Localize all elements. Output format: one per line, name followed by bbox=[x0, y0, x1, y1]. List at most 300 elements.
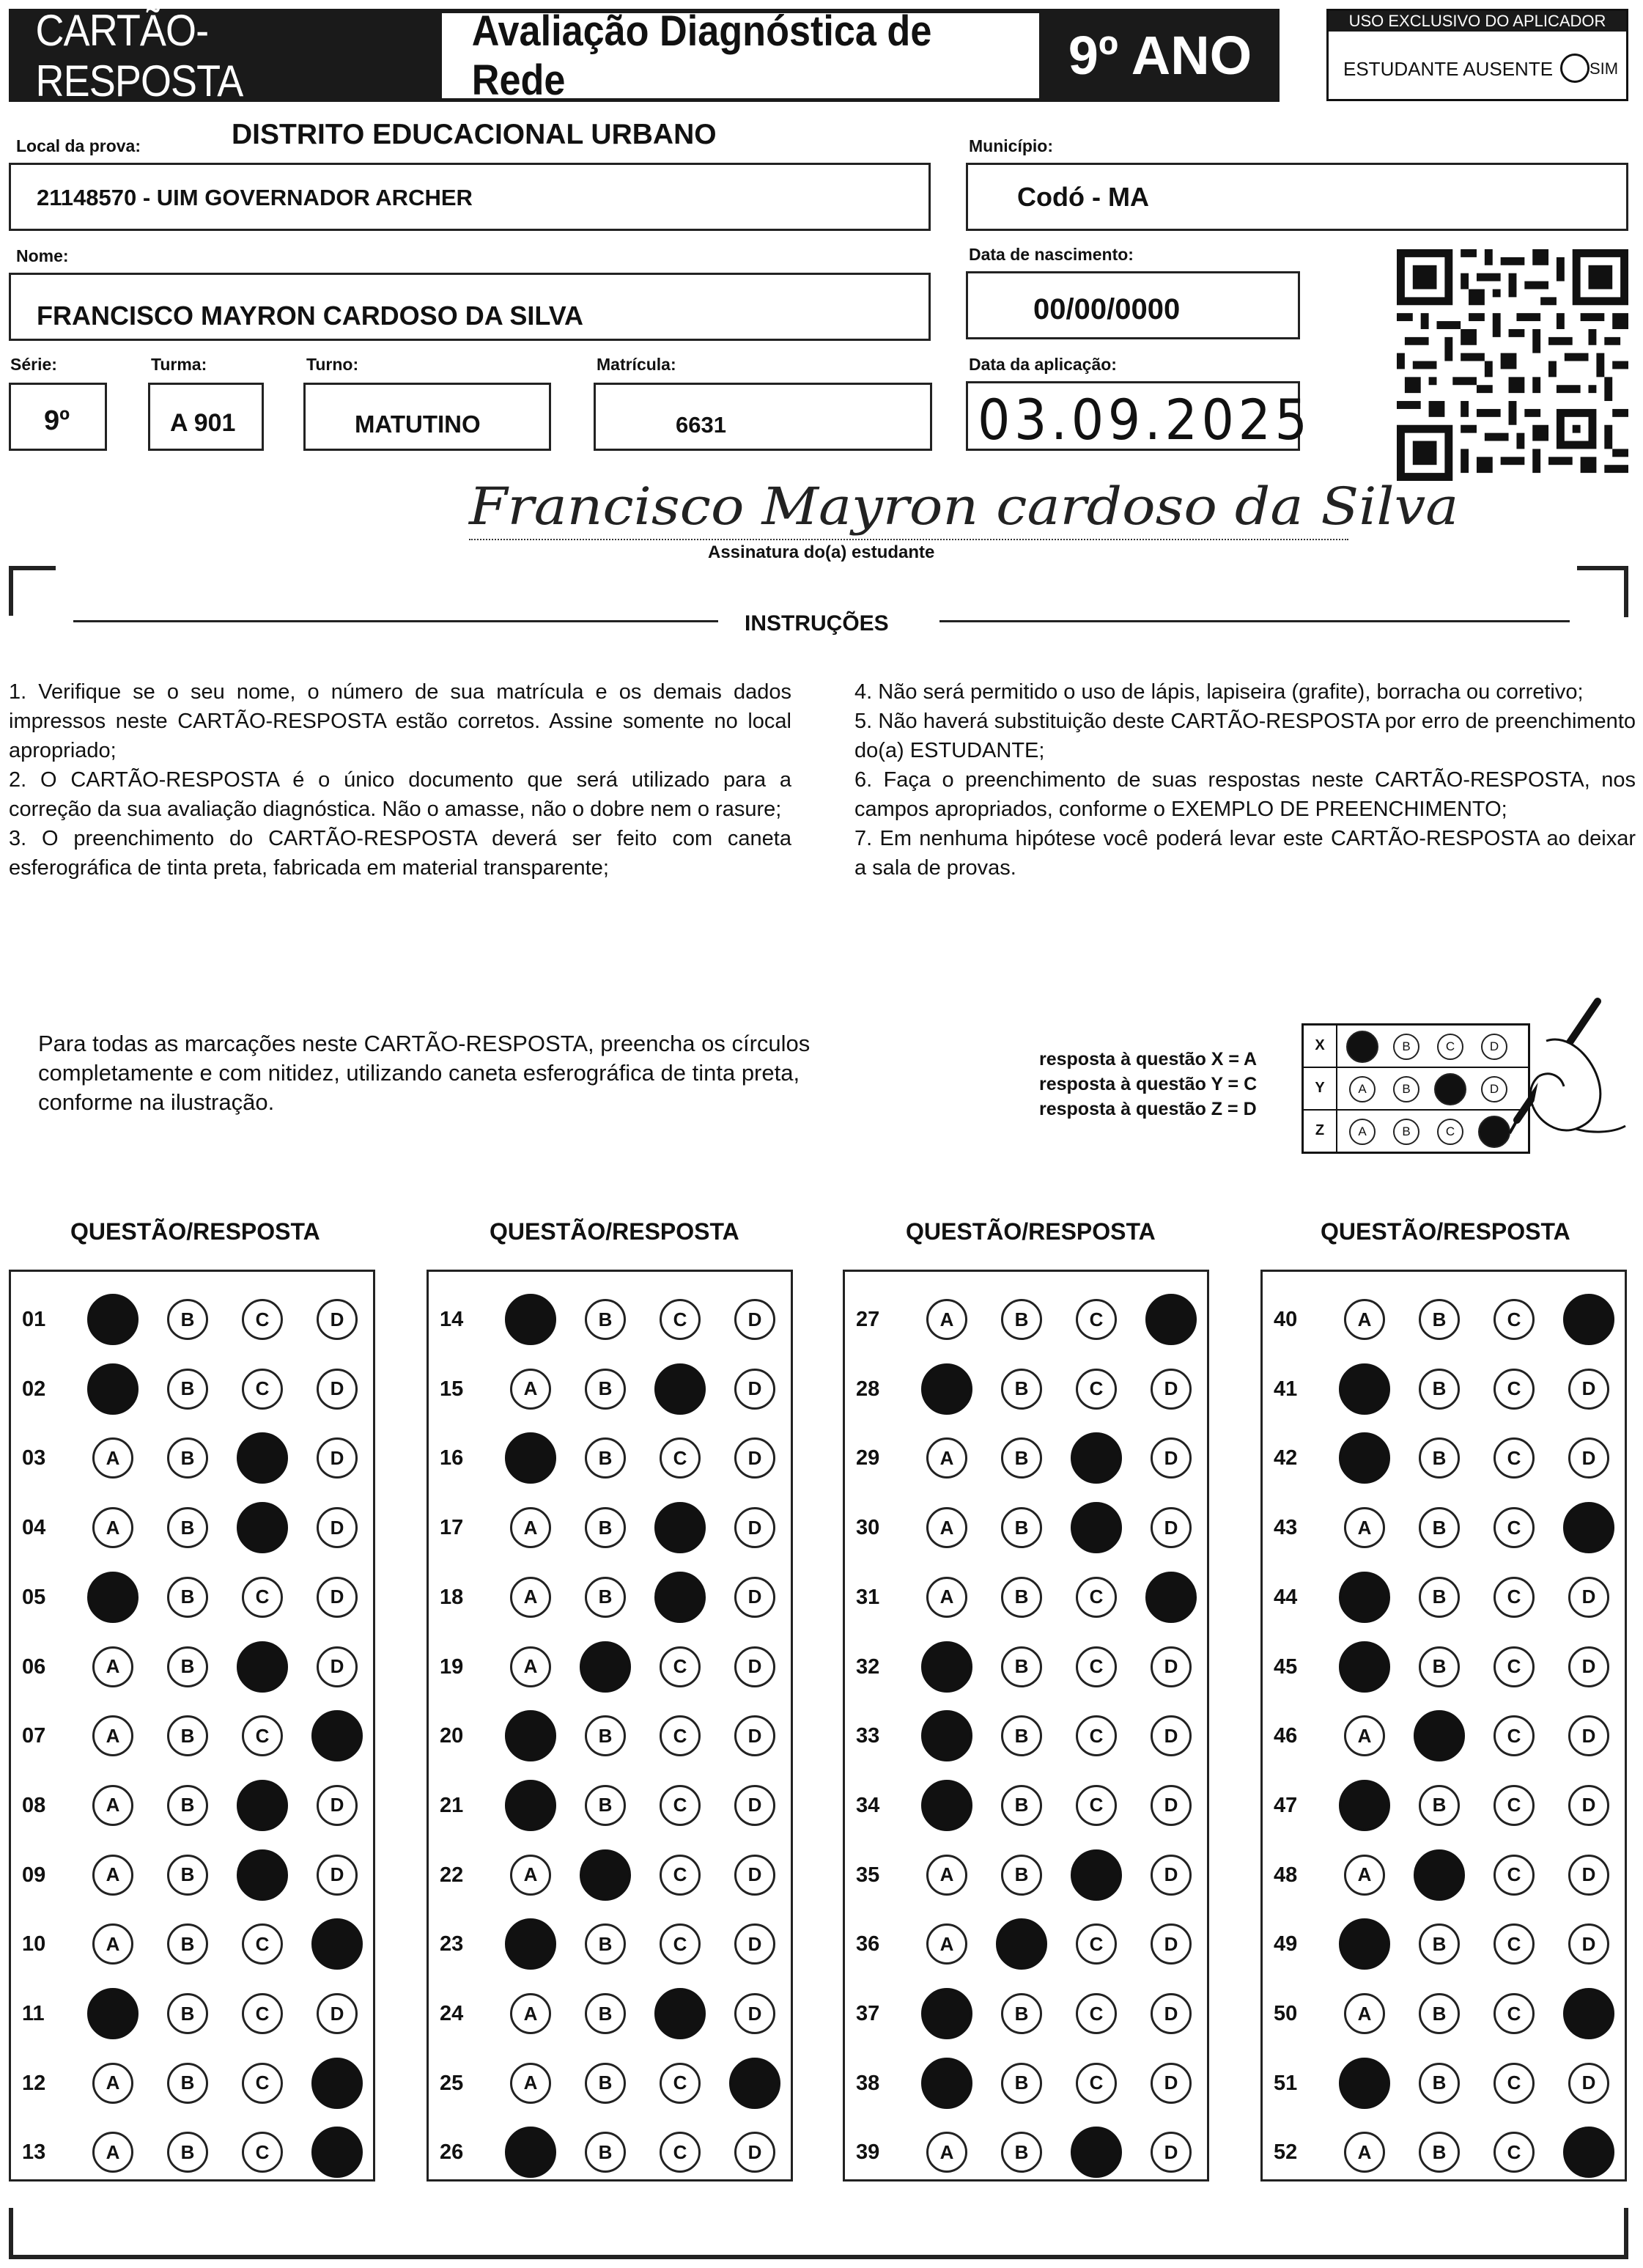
instruction-2: 2. O CARTÃO-RESPOSTA é o único documento que será utilizado para a correção da sua avaliação diagnóstica. Não o amasse, não o dobre nem o rasure; bbox=[9, 768, 791, 821]
question-number: 25 bbox=[440, 2071, 464, 2095]
column-heading: QUESTÃO/RESPOSTA bbox=[1321, 1218, 1570, 1245]
example-bubble-d: D bbox=[1481, 1076, 1507, 1102]
answer-bubble-a[interactable]: A bbox=[510, 1577, 551, 1618]
answer-bubble-b[interactable]: B bbox=[585, 1993, 626, 2034]
question-number: 13 bbox=[22, 2140, 46, 2165]
answer-bubble-c[interactable]: C bbox=[1494, 1993, 1535, 2034]
answer-bubble-d[interactable]: D bbox=[1568, 1437, 1609, 1479]
answer-bubble-a[interactable]: A bbox=[92, 1855, 133, 1896]
answer-bubble-c[interactable] bbox=[237, 1502, 288, 1553]
answer-bubble-a[interactable] bbox=[921, 2058, 972, 2109]
answer-bubble-d[interactable]: D bbox=[734, 1577, 775, 1618]
answer-bubble-c[interactable]: C bbox=[1494, 1785, 1535, 1826]
answer-bubble-b[interactable]: B bbox=[167, 1369, 208, 1410]
answer-bubble-d[interactable]: D bbox=[734, 1993, 775, 2034]
answer-bubble-a[interactable]: A bbox=[1344, 1507, 1385, 1548]
answer-bubble-d[interactable]: D bbox=[734, 1507, 775, 1548]
answer-bubble-d[interactable] bbox=[729, 2058, 780, 2109]
answer-bubble-a[interactable]: A bbox=[92, 1715, 133, 1756]
turma-value: A 901 bbox=[170, 409, 236, 437]
answer-bubble-c[interactable]: C bbox=[1076, 1715, 1117, 1756]
answer-bubble-c[interactable]: C bbox=[1076, 2063, 1117, 2104]
question-number: 34 bbox=[856, 1793, 880, 1817]
answer-bubble-c[interactable]: C bbox=[1494, 1437, 1535, 1479]
answer-bubble-c[interactable]: C bbox=[660, 2063, 701, 2104]
answer-bubble-a[interactable]: A bbox=[510, 1369, 551, 1410]
answer-bubble-b[interactable]: B bbox=[585, 1577, 626, 1618]
answer-bubble-a[interactable] bbox=[87, 1572, 139, 1623]
answer-bubble-a[interactable]: A bbox=[1344, 1855, 1385, 1896]
question-number: 11 bbox=[22, 2002, 45, 2025]
question-number: 41 bbox=[1274, 1377, 1298, 1401]
answer-bubble-b[interactable]: B bbox=[167, 1437, 208, 1479]
example-bubble-c: C bbox=[1437, 1119, 1463, 1145]
answer-bubble-b[interactable]: B bbox=[1001, 1993, 1042, 2034]
answer-bubble-a[interactable]: A bbox=[1344, 2132, 1385, 2173]
answer-bubble-a[interactable] bbox=[505, 1432, 556, 1484]
answer-bubble-b[interactable]: B bbox=[585, 1437, 626, 1479]
answer-bubble-c[interactable]: C bbox=[1076, 1923, 1117, 1965]
answer-bubble-a[interactable] bbox=[505, 1780, 556, 1831]
answer-bubble-d[interactable]: D bbox=[1568, 1923, 1609, 1965]
bottom-rule bbox=[9, 2255, 1628, 2259]
answer-bubble-c[interactable] bbox=[654, 1502, 706, 1553]
answer-bubble-b[interactable]: B bbox=[167, 2132, 208, 2173]
answer-bubble-d[interactable]: D bbox=[734, 1299, 775, 1340]
answer-bubble-b[interactable]: B bbox=[585, 1715, 626, 1756]
answer-bubble-b[interactable]: B bbox=[1001, 1507, 1042, 1548]
answer-bubble-b[interactable]: B bbox=[1001, 1646, 1042, 1687]
card-subtitle: Avaliação Diagnóstica de Rede bbox=[471, 7, 932, 104]
matricula-field bbox=[594, 383, 932, 451]
answer-bubble-b[interactable]: B bbox=[1419, 1437, 1460, 1479]
answer-bubble-d[interactable]: D bbox=[734, 1715, 775, 1756]
answer-bubble-b[interactable] bbox=[1414, 1710, 1465, 1761]
answer-bubble-c[interactable]: C bbox=[1076, 1369, 1117, 1410]
example-label-divider bbox=[1336, 1026, 1337, 1152]
answer-bubble-a[interactable] bbox=[1339, 1641, 1390, 1693]
question-number: 10 bbox=[22, 1932, 46, 1956]
example-bubble-d: D bbox=[1481, 1034, 1507, 1060]
answer-bubble-d[interactable]: D bbox=[1568, 1369, 1609, 1410]
answer-bubble-d[interactable]: D bbox=[1151, 2063, 1192, 2104]
answer-bubble-c[interactable]: C bbox=[660, 1715, 701, 1756]
answer-bubble-c[interactable]: C bbox=[1076, 1646, 1117, 1687]
answer-bubble-c[interactable]: C bbox=[1494, 1507, 1535, 1548]
answer-bubble-b[interactable] bbox=[580, 1641, 631, 1693]
answer-bubble-d[interactable]: D bbox=[317, 1855, 358, 1896]
answer-bubble-a[interactable] bbox=[505, 1710, 556, 1761]
answer-bubble-d[interactable] bbox=[1145, 1294, 1197, 1345]
answer-bubble-a[interactable] bbox=[921, 1363, 972, 1415]
question-number: 19 bbox=[440, 1654, 464, 1679]
answer-bubble-d[interactable] bbox=[1563, 1502, 1614, 1553]
answer-bubble-a[interactable]: A bbox=[92, 2063, 133, 2104]
answer-bubble-c[interactable]: C bbox=[1076, 1577, 1117, 1618]
answer-bubble-c[interactable]: C bbox=[1494, 1855, 1535, 1896]
answer-bubble-b[interactable]: B bbox=[167, 1299, 208, 1340]
answer-bubble-d[interactable]: D bbox=[317, 1785, 358, 1826]
answer-bubble-c[interactable]: C bbox=[242, 1369, 283, 1410]
answer-bubble-a[interactable]: A bbox=[92, 1507, 133, 1548]
answer-bubble-d[interactable]: D bbox=[1568, 1577, 1609, 1618]
answer-bubble-b[interactable]: B bbox=[1001, 1369, 1042, 1410]
answer-bubble-c[interactable]: C bbox=[1494, 2132, 1535, 2173]
question-number: 43 bbox=[1274, 1516, 1298, 1540]
answer-bubble-d[interactable]: D bbox=[317, 1299, 358, 1340]
answer-bubble-d[interactable]: D bbox=[1151, 1993, 1192, 2034]
absent-checkbox[interactable] bbox=[1560, 54, 1590, 83]
question-number: 21 bbox=[440, 1793, 464, 1817]
answer-bubble-b[interactable]: B bbox=[585, 1507, 626, 1548]
answer-bubble-a[interactable]: A bbox=[510, 1993, 551, 2034]
question-number: 49 bbox=[1274, 1932, 1298, 1956]
answer-bubble-c[interactable]: C bbox=[1494, 1646, 1535, 1687]
question-number: 32 bbox=[856, 1654, 880, 1679]
answer-bubble-b[interactable]: B bbox=[1419, 2132, 1460, 2173]
example-row-label: X bbox=[1315, 1037, 1325, 1053]
question-number: 44 bbox=[1274, 1585, 1298, 1609]
nascimento-value: 00/00/0000 bbox=[1033, 293, 1181, 325]
absent-yes-label: SIM bbox=[1590, 59, 1619, 78]
turma-label: Turma: bbox=[151, 355, 207, 374]
answer-bubble-b[interactable]: B bbox=[1001, 1437, 1042, 1479]
answer-bubble-d[interactable]: D bbox=[317, 1646, 358, 1687]
answer-bubble-a[interactable]: A bbox=[92, 1923, 133, 1965]
question-number: 47 bbox=[1274, 1793, 1298, 1817]
answer-bubble-b[interactable]: B bbox=[585, 1923, 626, 1965]
answer-bubble-c[interactable]: C bbox=[1494, 1369, 1535, 1410]
answer-bubble-c[interactable] bbox=[237, 1780, 288, 1831]
answer-bubble-a[interactable]: A bbox=[510, 1507, 551, 1548]
question-number: 31 bbox=[856, 1585, 880, 1609]
answer-bubble-b[interactable] bbox=[996, 1918, 1047, 1970]
question-number: 37 bbox=[856, 2002, 880, 2025]
example-bubble-c: C bbox=[1437, 1034, 1463, 1060]
answer-bubble-d[interactable]: D bbox=[1151, 1715, 1192, 1756]
answer-bubble-a[interactable] bbox=[505, 1294, 556, 1345]
turno-value: MATUTINO bbox=[355, 410, 481, 438]
signature-line bbox=[469, 539, 1348, 540]
answer-bubble-d[interactable]: D bbox=[734, 1369, 775, 1410]
answer-bubble-a[interactable]: A bbox=[1344, 1993, 1385, 2034]
answer-bubble-b[interactable]: B bbox=[1419, 1923, 1460, 1965]
instruction-6: 6. Faça o preenchimento de suas respostas neste CARTÃO-RESPOSTA, nos campos apropriados, conforme o EXEMPLO DE PREENCHIMENTO; bbox=[854, 768, 1636, 821]
answer-bubble-c[interactable]: C bbox=[660, 1437, 701, 1479]
example-bubble-b: B bbox=[1393, 1076, 1419, 1102]
example-bubble-b: B bbox=[1393, 1119, 1419, 1145]
answer-bubble-c[interactable]: C bbox=[660, 2132, 701, 2173]
question-number: 08 bbox=[22, 1793, 46, 1817]
municipio-value: Codó - MA bbox=[1017, 182, 1149, 212]
answer-bubble-d[interactable]: D bbox=[1151, 1646, 1192, 1687]
answer-bubble-b[interactable]: B bbox=[1419, 1299, 1460, 1340]
column-heading: QUESTÃO/RESPOSTA bbox=[906, 1218, 1156, 1245]
question-number: 22 bbox=[440, 1863, 464, 1887]
local-value: 21148570 - UIM GOVERNADOR ARCHER bbox=[37, 185, 473, 210]
answer-bubble-c[interactable]: C bbox=[1494, 1577, 1535, 1618]
answer-bubble-c[interactable]: C bbox=[1494, 2063, 1535, 2104]
question-number: 05 bbox=[22, 1585, 46, 1609]
answer-bubble-c[interactable]: C bbox=[242, 1715, 283, 1756]
answer-bubble-c[interactable]: C bbox=[242, 1299, 283, 1340]
answer-bubble-c[interactable]: C bbox=[1494, 1923, 1535, 1965]
answer-bubble-b[interactable]: B bbox=[1419, 1507, 1460, 1548]
answer-bubble-b[interactable]: B bbox=[1419, 1646, 1460, 1687]
answer-bubble-c[interactable]: C bbox=[660, 1785, 701, 1826]
example-line-z: resposta à questão Z = D bbox=[1039, 1099, 1257, 1119]
question-number: 09 bbox=[22, 1863, 46, 1887]
answer-bubble-a[interactable]: A bbox=[926, 1923, 967, 1965]
answer-bubble-a[interactable]: A bbox=[510, 2063, 551, 2104]
answer-bubble-d[interactable]: D bbox=[1151, 1923, 1192, 1965]
answer-bubble-d[interactable]: D bbox=[317, 1507, 358, 1548]
answer-bubble-a[interactable]: A bbox=[92, 1437, 133, 1479]
question-number: 40 bbox=[1274, 1308, 1298, 1331]
question-number: 38 bbox=[856, 2071, 880, 2095]
answer-bubble-a[interactable]: A bbox=[1344, 1715, 1385, 1756]
example-bubble-a bbox=[1346, 1031, 1378, 1063]
example-row-label: Z bbox=[1315, 1122, 1325, 1138]
answer-bubble-d[interactable]: D bbox=[734, 1923, 775, 1965]
answer-bubble-d[interactable] bbox=[311, 2127, 363, 2178]
answer-bubble-a[interactable] bbox=[87, 1294, 139, 1345]
local-label: Local da prova: bbox=[16, 136, 141, 155]
answer-bubble-a[interactable]: A bbox=[926, 1855, 967, 1896]
answer-bubble-c[interactable]: C bbox=[242, 2063, 283, 2104]
answer-bubble-a[interactable]: A bbox=[92, 2132, 133, 2173]
answer-bubble-a[interactable]: A bbox=[926, 2132, 967, 2173]
fill-note: Para todas as marcações neste CARTÃO-RESPOSTA, preencha os círculos completamente e com nitidez, utilizando caneta esferográfica de tinta preta, conforme na ilustração. bbox=[38, 1031, 811, 1115]
answer-bubble-d[interactable]: D bbox=[317, 1437, 358, 1479]
answer-bubble-a[interactable]: A bbox=[926, 1437, 967, 1479]
answer-bubble-b[interactable]: B bbox=[167, 1785, 208, 1826]
answer-bubble-c[interactable] bbox=[654, 1988, 706, 2039]
signature-label: Assinatura do(a) estudante bbox=[708, 542, 935, 562]
municipio-label: Município: bbox=[969, 136, 1053, 155]
answer-bubble-d[interactable]: D bbox=[1151, 1785, 1192, 1826]
answer-bubble-b[interactable]: B bbox=[585, 1785, 626, 1826]
answer-bubble-d[interactable]: D bbox=[1151, 1369, 1192, 1410]
question-number: 39 bbox=[856, 2140, 880, 2165]
answer-bubble-b[interactable]: B bbox=[585, 1369, 626, 1410]
answer-bubble-b[interactable]: B bbox=[1419, 1785, 1460, 1826]
column-heading: QUESTÃO/RESPOSTA bbox=[70, 1218, 320, 1245]
answer-bubble-d[interactable]: D bbox=[734, 1437, 775, 1479]
corner-mark-top-right-v bbox=[1624, 566, 1628, 617]
answer-bubble-d[interactable]: D bbox=[317, 1369, 358, 1410]
corner-mark-bottom-left-v bbox=[9, 2208, 13, 2259]
answer-bubble-d[interactable]: D bbox=[734, 1855, 775, 1896]
answer-bubble-a[interactable]: A bbox=[92, 1646, 133, 1687]
answer-bubble-c[interactable]: C bbox=[660, 1299, 701, 1340]
answer-bubble-d[interactable] bbox=[1563, 1988, 1614, 2039]
answer-bubble-a[interactable] bbox=[1339, 1780, 1390, 1831]
answer-bubble-a[interactable] bbox=[921, 1710, 972, 1761]
answer-bubble-b[interactable]: B bbox=[1001, 1299, 1042, 1340]
answer-bubble-d[interactable]: D bbox=[1568, 2063, 1609, 2104]
question-number: 01 bbox=[22, 1308, 46, 1331]
answer-bubble-b[interactable]: B bbox=[167, 1507, 208, 1548]
answer-bubble-c[interactable]: C bbox=[242, 2132, 283, 2173]
instructions-rule-right bbox=[939, 620, 1570, 622]
answer-bubble-a[interactable]: A bbox=[92, 1785, 133, 1826]
answer-bubble-b[interactable]: B bbox=[167, 1577, 208, 1618]
answer-bubble-a[interactable] bbox=[87, 1363, 139, 1415]
answer-bubble-b[interactable]: B bbox=[167, 1923, 208, 1965]
answer-bubble-b[interactable]: B bbox=[1419, 1577, 1460, 1618]
answer-bubble-b[interactable]: B bbox=[1419, 2063, 1460, 2104]
answer-bubble-d[interactable]: D bbox=[1151, 1507, 1192, 1548]
question-number: 16 bbox=[440, 1446, 464, 1470]
answer-bubble-d[interactable] bbox=[311, 1918, 363, 1970]
answer-bubble-b[interactable]: B bbox=[167, 1855, 208, 1896]
matricula-value: 6631 bbox=[676, 412, 726, 438]
answer-bubble-a[interactable]: A bbox=[926, 1507, 967, 1548]
answer-bubble-b[interactable]: B bbox=[585, 2063, 626, 2104]
answer-bubble-a[interactable]: A bbox=[926, 1577, 967, 1618]
example-line-y: resposta à questão Y = C bbox=[1039, 1074, 1258, 1094]
question-number: 48 bbox=[1274, 1863, 1298, 1887]
question-number: 02 bbox=[22, 1377, 46, 1401]
signature: Francisco Mayron cardoso da Silva bbox=[469, 476, 1459, 537]
answer-bubble-a[interactable]: A bbox=[510, 1855, 551, 1896]
answer-bubble-c[interactable]: C bbox=[1076, 1785, 1117, 1826]
instruction-3: 3. O preenchimento do CARTÃO-RESPOSTA deverá ser feito com caneta esferográfica de tinta preta, fabricada em material transparente; bbox=[9, 827, 791, 880]
answer-bubble-c[interactable] bbox=[1071, 2127, 1122, 2178]
question-number: 30 bbox=[856, 1516, 880, 1540]
answer-bubble-b[interactable]: B bbox=[167, 1646, 208, 1687]
answer-bubble-c[interactable] bbox=[1071, 1432, 1122, 1484]
answer-bubble-a[interactable] bbox=[1339, 1363, 1390, 1415]
question-number: 33 bbox=[856, 1724, 880, 1748]
answer-bubble-b[interactable]: B bbox=[167, 1715, 208, 1756]
answer-bubble-c[interactable]: C bbox=[1494, 1715, 1535, 1756]
instruction-4: 4. Não será permitido o uso de lápis, lapiseira (grafite), borracha ou corretivo; bbox=[854, 680, 1584, 704]
answer-bubble-d[interactable]: D bbox=[1151, 1437, 1192, 1479]
answer-bubble-c[interactable]: C bbox=[242, 1577, 283, 1618]
aplicacao-label: Data da aplicação: bbox=[969, 355, 1117, 374]
answer-bubble-c[interactable]: C bbox=[1076, 1299, 1117, 1340]
answer-bubble-a[interactable] bbox=[1339, 1432, 1390, 1484]
answer-bubble-a[interactable] bbox=[505, 2127, 556, 2178]
answer-bubble-b[interactable]: B bbox=[1419, 1993, 1460, 2034]
answer-bubble-c[interactable] bbox=[237, 1641, 288, 1693]
answer-bubble-a[interactable] bbox=[87, 1988, 139, 2039]
instructions-left bbox=[9, 677, 791, 883]
answer-bubble-d[interactable]: D bbox=[734, 2132, 775, 2173]
answer-bubble-a[interactable] bbox=[1339, 1572, 1390, 1623]
example-legend bbox=[1039, 1047, 1257, 1122]
answer-bubble-c[interactable] bbox=[237, 1849, 288, 1901]
answer-bubble-b[interactable]: B bbox=[1001, 1785, 1042, 1826]
answer-bubble-d[interactable] bbox=[1563, 1294, 1614, 1345]
answer-bubble-d[interactable] bbox=[1145, 1572, 1197, 1623]
corner-mark-top-left bbox=[9, 566, 56, 570]
example-line-x: resposta à questão X = A bbox=[1039, 1049, 1258, 1069]
answer-bubble-d[interactable]: D bbox=[317, 1993, 358, 2034]
answer-bubble-d[interactable]: D bbox=[1151, 2132, 1192, 2173]
answer-bubble-c[interactable] bbox=[1071, 1849, 1122, 1901]
answer-bubble-a[interactable] bbox=[1339, 2058, 1390, 2109]
answer-bubble-c[interactable]: C bbox=[1076, 1993, 1117, 2034]
answer-bubble-b[interactable] bbox=[1414, 1849, 1465, 1901]
answer-bubble-a[interactable]: A bbox=[1344, 1299, 1385, 1340]
answer-bubble-c[interactable]: C bbox=[660, 1646, 701, 1687]
answer-bubble-a[interactable] bbox=[921, 1641, 972, 1693]
answer-bubble-b[interactable]: B bbox=[585, 2132, 626, 2173]
grade-badge: 9º ANO bbox=[1041, 9, 1280, 102]
qr-code bbox=[1397, 249, 1628, 481]
hand-pen-illustration bbox=[1488, 997, 1627, 1144]
answer-bubble-d[interactable]: D bbox=[1568, 1715, 1609, 1756]
answer-bubble-b[interactable]: B bbox=[1001, 1715, 1042, 1756]
answer-bubble-b[interactable]: B bbox=[1001, 2063, 1042, 2104]
answer-bubble-b[interactable]: B bbox=[1001, 1855, 1042, 1896]
answer-bubble-a[interactable]: A bbox=[510, 1646, 551, 1687]
answer-bubble-a[interactable]: A bbox=[926, 1299, 967, 1340]
answer-bubble-d[interactable]: D bbox=[734, 1785, 775, 1826]
answer-bubble-a[interactable] bbox=[921, 1780, 972, 1831]
answer-bubble-d[interactable] bbox=[311, 2058, 363, 2109]
answer-bubble-c[interactable]: C bbox=[242, 1923, 283, 1965]
matricula-label: Matrícula: bbox=[597, 355, 676, 374]
example-bubble-a: A bbox=[1349, 1119, 1376, 1145]
answer-bubble-a[interactable] bbox=[505, 1918, 556, 1970]
answer-bubble-d[interactable]: D bbox=[317, 1577, 358, 1618]
answer-bubble-a[interactable] bbox=[921, 1988, 972, 2039]
answer-bubble-d[interactable] bbox=[311, 1710, 363, 1761]
question-number: 35 bbox=[856, 1863, 880, 1887]
question-number: 50 bbox=[1274, 2002, 1298, 2025]
question-number: 07 bbox=[22, 1724, 46, 1748]
example-bubble-a: A bbox=[1349, 1076, 1376, 1102]
instructions-right bbox=[854, 677, 1636, 883]
answer-bubble-c[interactable]: C bbox=[242, 1993, 283, 2034]
answer-bubble-d[interactable]: D bbox=[734, 1646, 775, 1687]
example-bubble-c bbox=[1434, 1073, 1466, 1105]
answer-bubble-b[interactable]: B bbox=[1419, 1369, 1460, 1410]
answer-bubble-c[interactable] bbox=[237, 1432, 288, 1484]
answer-bubble-b[interactable]: B bbox=[1001, 2132, 1042, 2173]
answer-bubble-c[interactable]: C bbox=[660, 1855, 701, 1896]
instruction-5: 5. Não haverá substituição deste CARTÃO-RESPOSTA por erro de preenchimento do(a) ESTUDANTE; bbox=[854, 710, 1636, 762]
instructions-heading: INSTRUÇÕES bbox=[745, 611, 889, 636]
corner-mark-top-right bbox=[1577, 566, 1628, 570]
example-row-label: Y bbox=[1315, 1080, 1325, 1096]
answer-bubble-c[interactable]: C bbox=[660, 1923, 701, 1965]
answer-bubble-c[interactable]: C bbox=[1494, 1299, 1535, 1340]
question-number: 52 bbox=[1274, 2140, 1298, 2165]
question-number: 03 bbox=[22, 1446, 46, 1470]
answer-bubble-d[interactable]: D bbox=[1151, 1855, 1192, 1896]
answer-bubble-c[interactable] bbox=[654, 1363, 706, 1415]
corner-mark-top-left-v bbox=[9, 566, 13, 616]
answer-bubble-d[interactable]: D bbox=[1568, 1785, 1609, 1826]
answer-bubble-c[interactable] bbox=[1071, 1502, 1122, 1553]
answer-bubble-b[interactable]: B bbox=[1001, 1577, 1042, 1618]
answer-bubble-a[interactable] bbox=[1339, 1918, 1390, 1970]
answer-bubble-d[interactable]: D bbox=[1568, 1855, 1609, 1896]
answer-bubble-b[interactable]: B bbox=[167, 2063, 208, 2104]
answer-bubble-b[interactable]: B bbox=[585, 1299, 626, 1340]
answer-bubble-c[interactable] bbox=[654, 1572, 706, 1623]
answer-bubble-d[interactable]: D bbox=[1568, 1646, 1609, 1687]
answer-bubble-b[interactable]: B bbox=[167, 1993, 208, 2034]
answer-bubble-d[interactable] bbox=[1563, 2127, 1614, 2178]
question-number: 23 bbox=[440, 1932, 464, 1956]
answer-bubble-b[interactable] bbox=[580, 1849, 631, 1901]
